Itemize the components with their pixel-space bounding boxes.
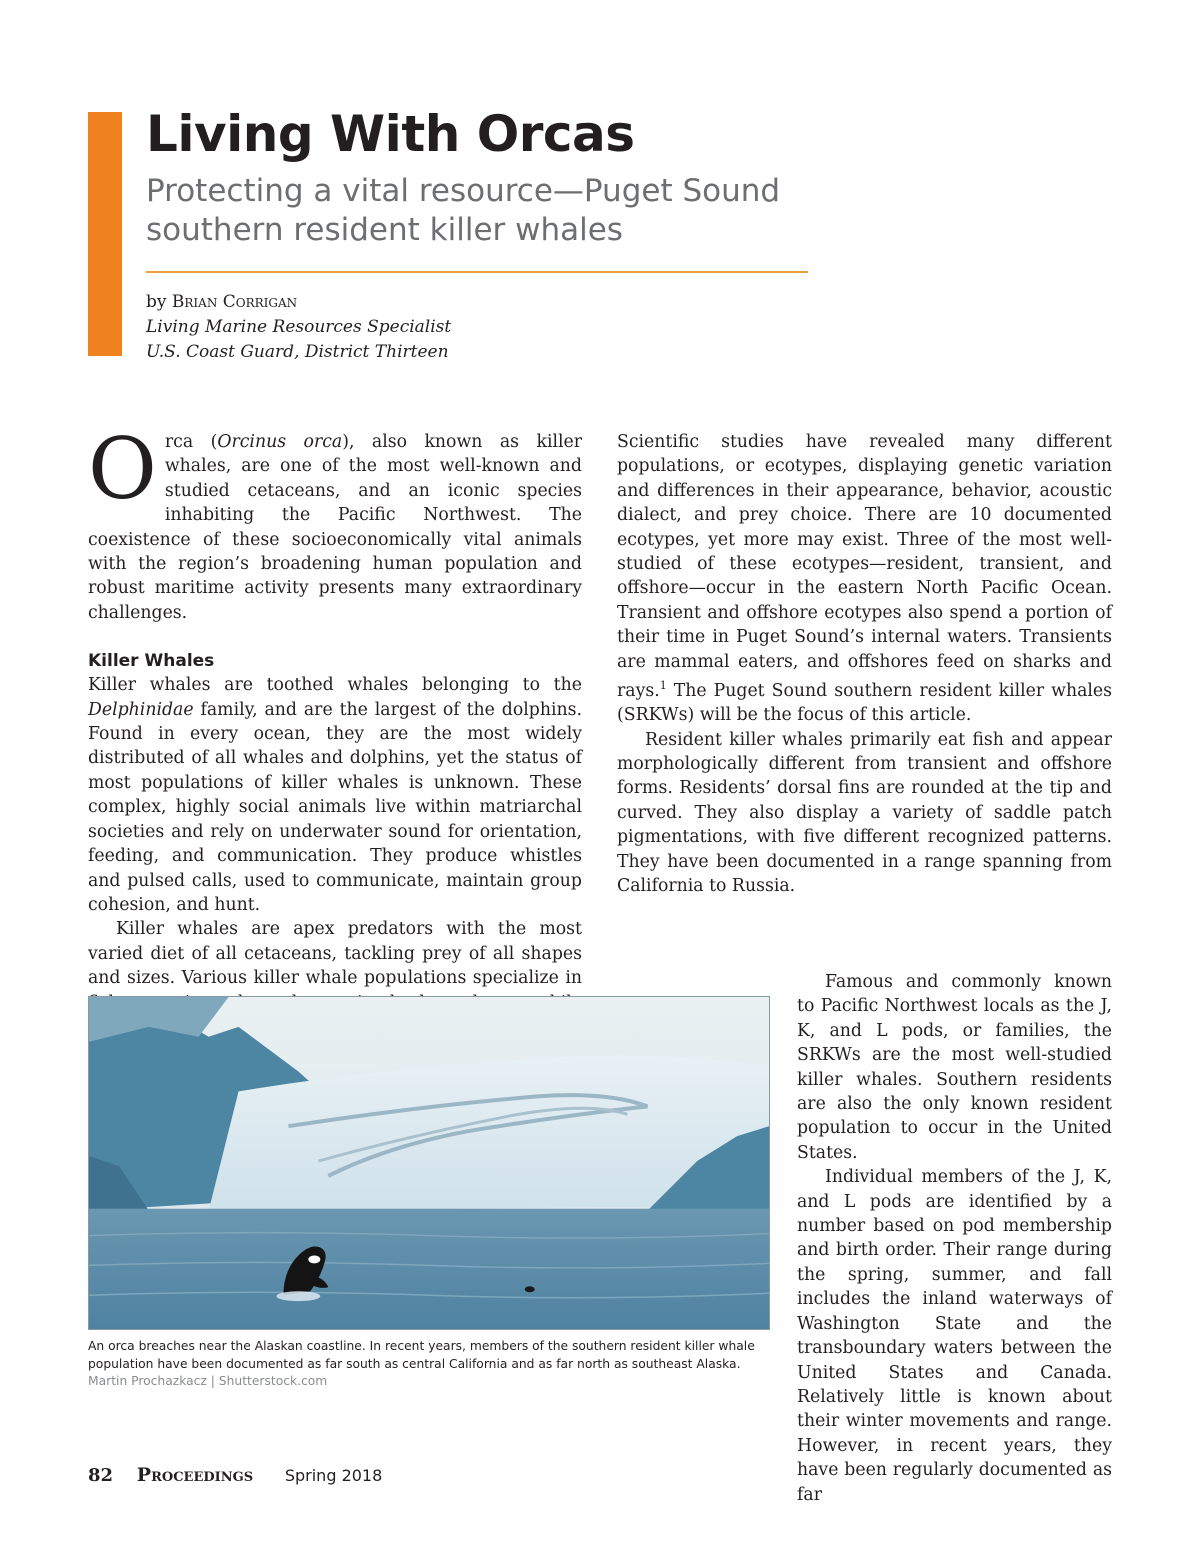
article-subtitle: Protecting a vital resource—Puget Sound southern resident killer whales bbox=[146, 173, 781, 248]
author-role: Living Marine Resources Specialist bbox=[146, 317, 452, 337]
title-accent-bar bbox=[88, 112, 122, 356]
byline-prefix: by bbox=[146, 292, 172, 312]
latin-name: Orcinus orca bbox=[217, 432, 343, 452]
photo-credit: Martin Prochazkacz | Shutterstock.com bbox=[88, 1374, 328, 1388]
footnote-ref: 1 bbox=[659, 679, 667, 693]
issue-date: Spring 2018 bbox=[284, 1466, 383, 1485]
byline bbox=[146, 290, 451, 365]
orca-photo bbox=[88, 996, 770, 1330]
body-paragraph: Resident killer whales primarily eat fish and appear morphologically different from transient and offshore forms. Residents’ dorsal fins are rounded at the tip and curved. They also display a variety of saddle patch pigmentations, with five different recognized patterns. They have been documented in a range spanning from California to Russia. bbox=[617, 729, 1112, 897]
column-1 bbox=[88, 420, 583, 1088]
drop-cap: O bbox=[88, 420, 157, 518]
article-title: Living With Orcas bbox=[146, 105, 635, 163]
page-number: 82 bbox=[88, 1465, 114, 1486]
publication-name: Proceedings bbox=[136, 1464, 254, 1486]
author-org: U.S. Coast Guard, District Thirteen bbox=[146, 342, 449, 362]
photo-caption bbox=[88, 1338, 778, 1391]
body-paragraph: Individual members of the J, K, and L pods are identified by a number based on pod membership and birth order. Their range during the spring, summer, and fall includes the inland waterways of Washington State and the transboundary waters between the United States and Canada. Relatively little is known about their winter movements and range. However, in recent years, they have been regularly documented as far bbox=[797, 1167, 1112, 1505]
title-rule bbox=[146, 271, 808, 273]
caption-text: An orca breaches near the Alaskan coastline. In recent years, members of the southern resident killer whale population have been documented as far south as central California and as far north as southeast Alaska. bbox=[88, 1339, 755, 1371]
author-name: Brian Corrigan bbox=[171, 292, 298, 312]
column-2: Scientific studies have revealed many different populations, or ecotypes, displaying genetic variation and differences in their appearance, behavior, acoustic dialect, and prey choice. There are 10 documented ecotypes, yet more may exist. Three of the most well-studied of these ecotypes—resident, transient, and offshore—occur in the eastern North Pacific Ocean. Transient and offshore ecotypes also spend a portion of their time in Puget Sound’s internal waters. Transients are mammal eaters, and offshores feed on sharks and rays. $^1$ The Puget Sound southern resident killer whales (SRKWs) will be the focus of this article. Resident killer whales primarily eat fish and appear morphologically different from transient and offshore forms. Residents’ dorsal fins are rounded at the tip and curved. They also display a variety of saddle patch pigmentations, with five different recognized patterns. They have been documented in a range spanning from California to Russia. bbox=[617, 430, 1112, 898]
section-heading: Killer Whales bbox=[88, 651, 215, 672]
body-paragraph: Scientific studies have revealed many different populations, or ecotypes, displaying genetic variation and differences in their appearance, behavior, acoustic dialect, and prey choice. There are 10 documented ecotypes, yet more may exist. Three of the most well-studied of these ecotypes—resident, transient, and offshore—occur in the eastern North Pacific Ocean. Transient and offshore ecotypes also spend a portion of their time in Puget Sound’s internal waters. Transients are mammal eaters, and offshores feed on sharks and rays. bbox=[617, 432, 1112, 701]
body-paragraph: Famous and commonly known to Pacific Northwest locals as the J, K, and L pods, or families, the SRKWs are the most well-studied killer whales. Southern residents are also the only known resident population to occur in the United States. bbox=[797, 972, 1112, 1163]
body-paragraph: Killer whales are apex predators with the most varied diet of all cetaceans, tackling prey of all shapes and sizes. Various killer whale populations specialize in bbox=[88, 919, 582, 989]
column-3 bbox=[797, 970, 1112, 1507]
body-paragraph: Killer whales are toothed whales belonging to the Delphinidae family, and are the largest of the dolphins. Found in every ocean, they are the most widely distributed of all whales and dolphins, yet the status of most populations of killer whales is unknown. These complex, highly social animals live within matriarchal societies and rely on underwater sound for orientation, feeding, and communication. They produce whistles and pulsed calls, used to communicate, maintain group cohesion, and hunt. bbox=[88, 675, 582, 915]
page-footer bbox=[88, 1462, 382, 1489]
intro-paragraph: Orca (Orcinus orca), also known as killer whales, are one of the most well-known and studied cetaceans, and an iconic species inhabiting the Pacific Northwest. The coexistence of these socioeconomically vital animals with the region’s broadening human population and robust maritime activity presents many extraordinary challenges. bbox=[88, 420, 583, 623]
family-name: Delphinidae bbox=[88, 699, 194, 720]
